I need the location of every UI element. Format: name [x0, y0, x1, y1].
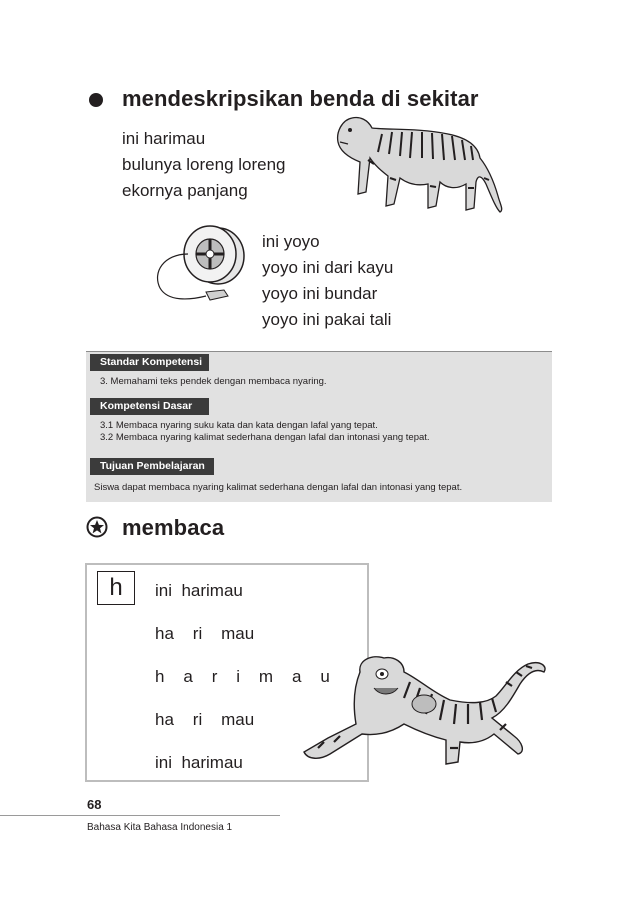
section-title-membaca: membaca — [122, 515, 225, 540]
letter-box: h — [97, 571, 135, 605]
reading-line: ha ri mau — [155, 624, 255, 643]
text-line: yoyo ini pakai tali — [262, 310, 392, 329]
reading-line: ha ri mau — [155, 710, 255, 729]
text-line: bulunya loreng loreng — [122, 155, 286, 174]
reading-line: ini harimau — [155, 753, 243, 772]
footer-divider — [0, 815, 280, 816]
reading-line: h a r i m a u — [155, 667, 330, 686]
standar-item: 3. Memahami teks pendek dengan membaca nyaring. — [100, 376, 327, 387]
text-line: ini yoyo — [262, 232, 320, 251]
dasar-item: 3.1 Membaca nyaring suku kata dan kata dengan lafal yang tepat. — [100, 420, 378, 431]
standar-kompetensi-label: Standar Kompetensi — [90, 354, 209, 371]
tujuan-text: Siswa dapat membaca nyaring kalimat sederhana dengan lafal dan intonasi yang tepat. — [94, 482, 463, 493]
bullet-icon — [89, 93, 103, 107]
text-line: ekornya panjang — [122, 181, 248, 200]
text-line: yoyo ini dari kayu — [262, 258, 394, 277]
star-circle-icon — [86, 516, 108, 538]
leaping-tiger-illustration — [300, 652, 550, 780]
yoyo-description — [262, 229, 393, 333]
page-number: 68 — [87, 797, 102, 812]
dasar-item: 3.2 Membaca nyaring kalimat sederhana dengan lafal dan intonasi yang tepat. — [100, 432, 430, 443]
tiger-illustration — [328, 112, 506, 218]
text-line: yoyo ini bundar — [262, 284, 378, 303]
competency-panel — [86, 351, 552, 502]
book-title: Bahasa Kita Bahasa Indonesia 1 — [87, 822, 233, 833]
kompetensi-dasar-label: Kompetensi Dasar — [90, 398, 209, 415]
yoyo-illustration — [150, 214, 250, 310]
tujuan-pembelajaran-label: Tujuan Pembelajaran — [90, 458, 214, 475]
reading-line: ini harimau — [155, 581, 243, 600]
text-line: ini harimau — [122, 129, 206, 148]
harimau-description — [122, 126, 286, 204]
section-title-describe: mendeskripsikan benda di sekitar — [122, 86, 479, 111]
